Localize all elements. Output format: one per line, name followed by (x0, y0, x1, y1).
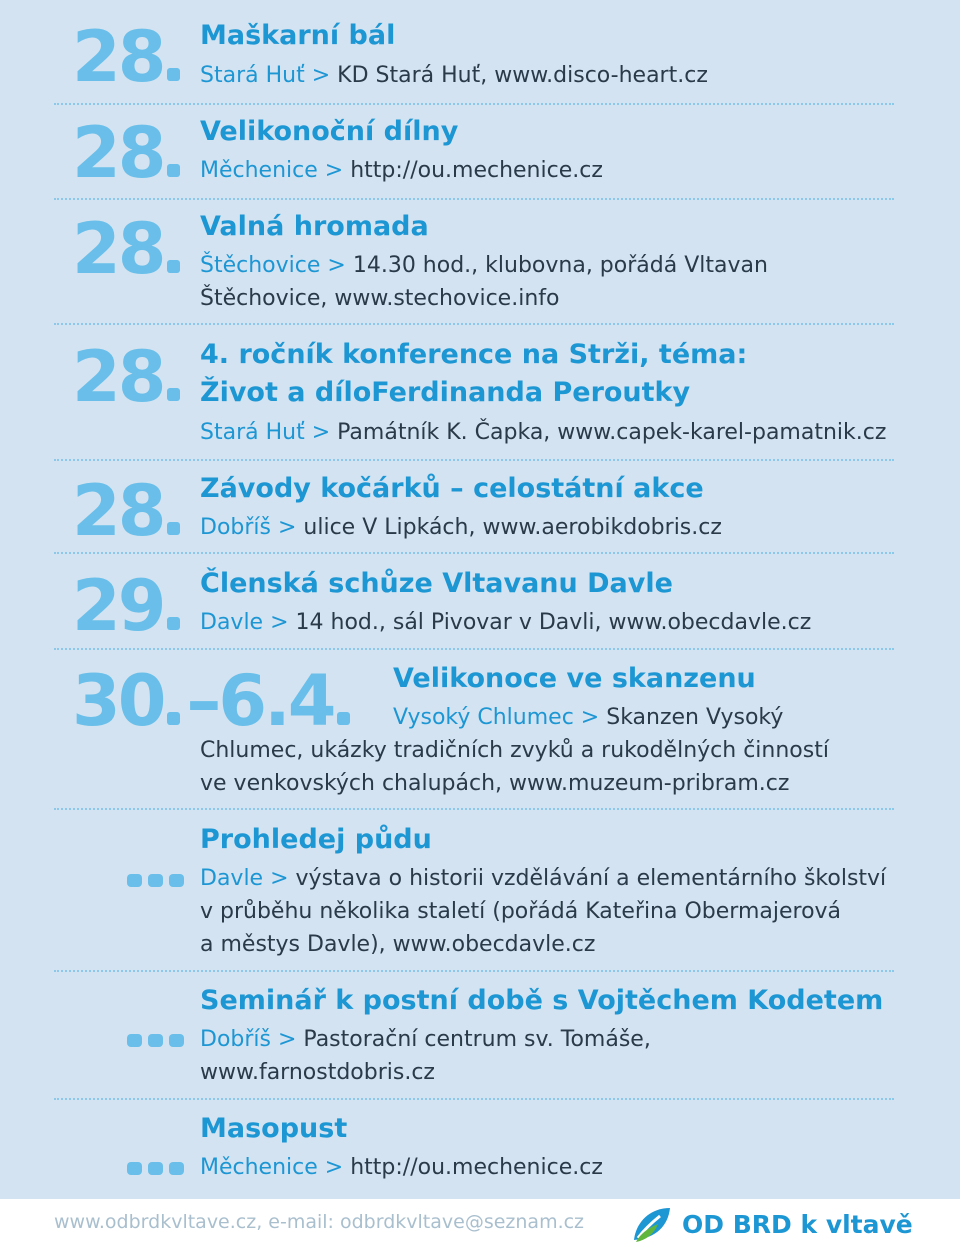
event-place: Stará Huť (200, 63, 305, 88)
event-info-cont: a městys Davle), www.obecdavle.cz (200, 932, 596, 957)
event-date: 29 (72, 571, 180, 641)
brand-logo (630, 1204, 930, 1244)
event-title: Valná hromada (200, 211, 429, 242)
ongoing-marker (127, 1034, 184, 1047)
logo-text: OD BRD k vltavě (682, 1210, 913, 1239)
event-info: Vysoký Chlumec > Skanzen Vysoký (393, 705, 784, 730)
event-info: Dobříš > Pastorační centrum sv. Tomáše, (200, 1027, 651, 1052)
divider (54, 970, 894, 972)
divider (54, 1098, 894, 1100)
event-title: Závody kočárků – celostátní akce (200, 473, 704, 504)
event-place: Měchenice (200, 158, 318, 183)
event-date: 28 (72, 22, 180, 92)
footer-contact: www.odbrdkvltave.cz, e-mail: odbrdkvltave@seznam.cz (54, 1211, 585, 1233)
event-place: Davle (200, 610, 264, 635)
event-date: 28 (72, 342, 180, 412)
event-date: 28 (72, 476, 180, 546)
event-info: Davle > 14 hod., sál Pivovar v Davli, www.obecdavle.cz (200, 610, 812, 635)
divider (54, 552, 894, 554)
event-info: Davle > výstava o historii vzdělávání a elementárního školství (200, 866, 887, 891)
event-info: Štěchovice > 14.30 hod., klubovna, pořádá Vltavan (200, 253, 768, 278)
divider (54, 103, 894, 105)
event-place: Dobříš (200, 515, 271, 540)
event-date: 28 (72, 118, 180, 188)
event-info: Stará Huť > Památník K. Čapka, www.capek-karel-pamatnik.cz (200, 420, 887, 445)
event-info-cont: v průběhu několika staletí (pořádá Kateřina Obermajerová (200, 899, 842, 924)
event-info-cont: ve venkovských chalupách, www.muzeum-pribram.cz (200, 771, 790, 796)
event-info-cont: www.farnostdobris.cz (200, 1060, 435, 1085)
divider (54, 323, 894, 325)
leaf-icon (630, 1204, 674, 1244)
event-title: Velikonoce ve skanzenu (393, 663, 756, 694)
event-place: Měchenice (200, 1155, 318, 1180)
event-date-range: 30 –6.4 (72, 666, 350, 736)
event-title: Členská schůze Vltavanu Davle (200, 568, 673, 599)
event-info: Měchenice > http://ou.mechenice.cz (200, 158, 603, 183)
ongoing-marker (127, 1162, 184, 1175)
event-title: Maškarní bál (200, 20, 396, 51)
event-title: Velikonoční dílny (200, 116, 459, 147)
divider (54, 648, 894, 650)
event-place: Stará Huť (200, 420, 305, 445)
event-place: Dobříš (200, 1027, 271, 1052)
event-title: Seminář k postní době s Vojtěchem Kodetem (200, 985, 884, 1016)
event-info-cont: Štěchovice, www.stechovice.info (200, 286, 560, 311)
event-title: Prohledej půdu (200, 824, 432, 855)
event-date: 28 (72, 214, 180, 284)
divider (54, 459, 894, 461)
event-place: Štěchovice (200, 253, 321, 278)
event-info-cont: Chlumec, ukázky tradičních zvyků a rukodělných činností (200, 738, 829, 763)
event-title-cont: Život a díloFerdinanda Peroutky (200, 377, 691, 408)
divider (54, 198, 894, 200)
divider (54, 808, 894, 810)
event-info: Stará Huť > KD Stará Huť, www.disco-heart.cz (200, 63, 708, 88)
ongoing-marker (127, 874, 184, 887)
event-place: Davle (200, 866, 264, 891)
footer (0, 1199, 960, 1249)
event-place: Vysoký Chlumec (393, 705, 574, 730)
event-info: Dobříš > ulice V Lipkách, www.aerobikdobris.cz (200, 515, 722, 540)
event-title: Masopust (200, 1113, 348, 1144)
event-info: Měchenice > http://ou.mechenice.cz (200, 1155, 603, 1180)
event-title: 4. ročník konference na Strži, téma: (200, 339, 748, 370)
